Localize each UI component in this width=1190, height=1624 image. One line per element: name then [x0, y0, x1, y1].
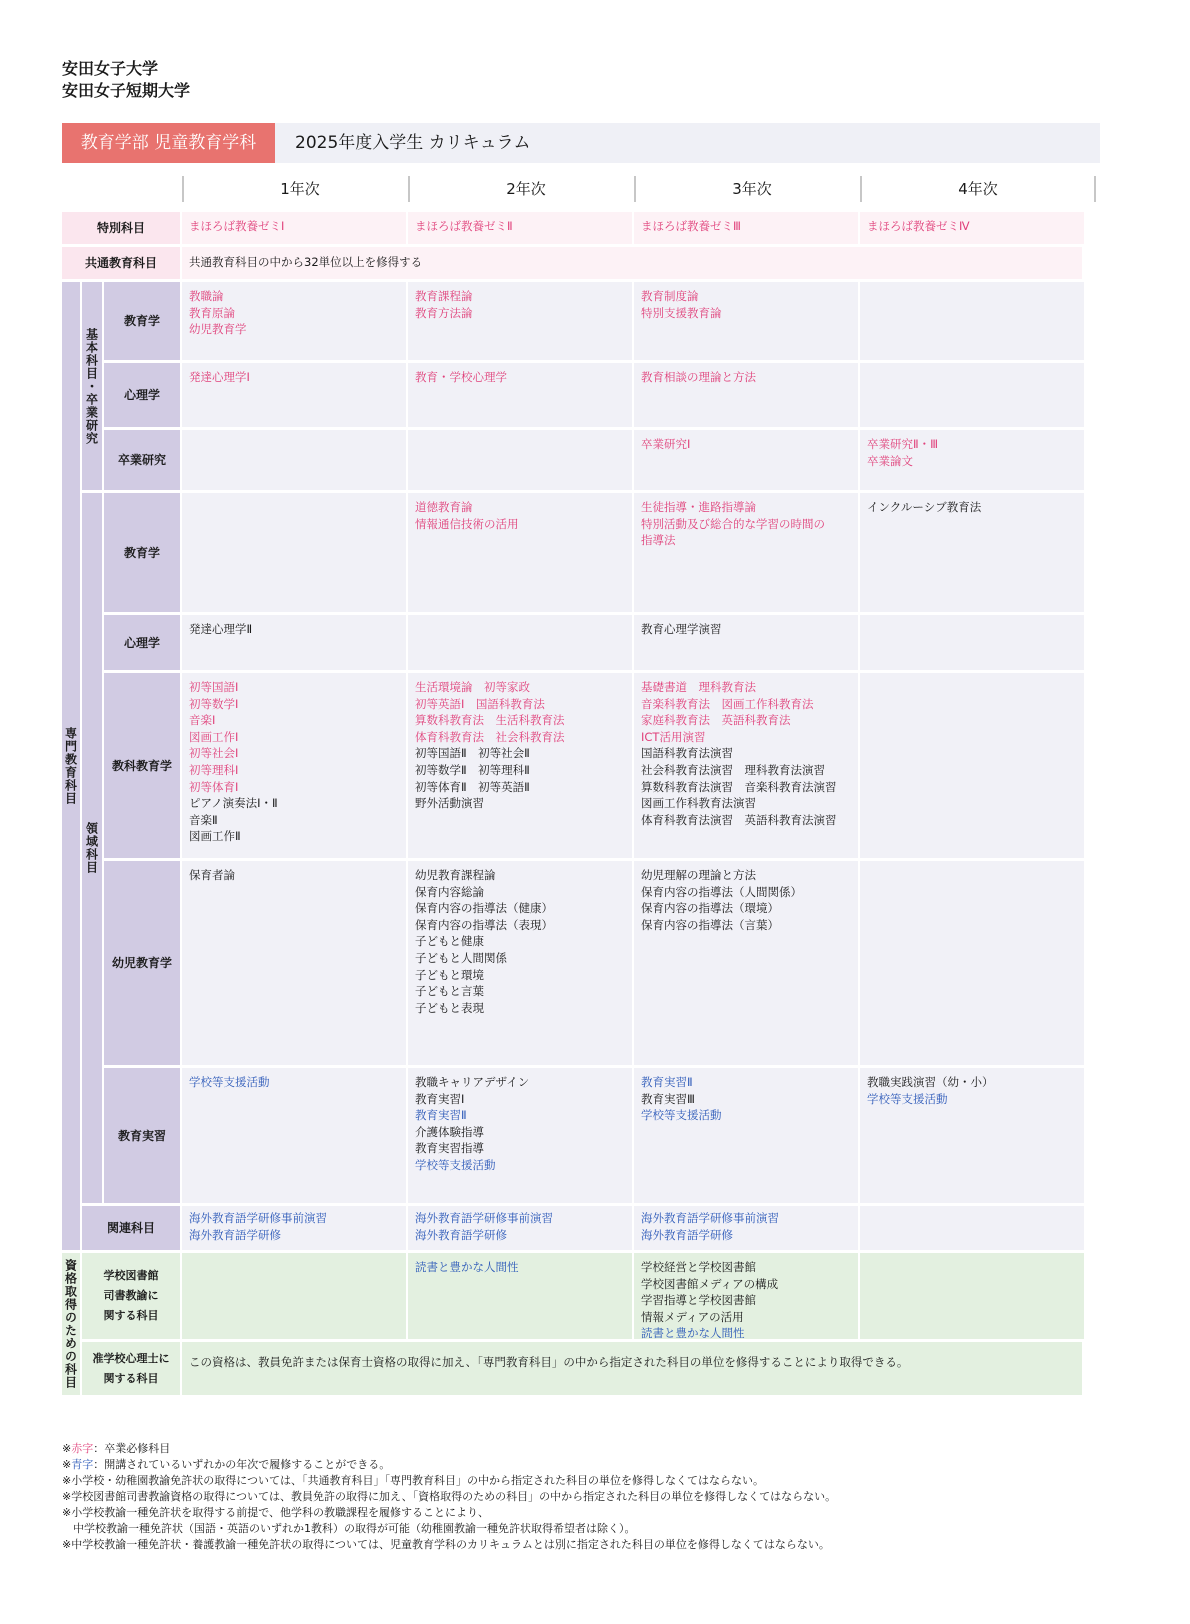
course-cell — [182, 673, 406, 858]
course-name: ICT活用演習 — [641, 729, 706, 744]
footnote-3: ※小学校・幼稚園教諭免許状の取得については、「共通教育科目」「専門教育科目」の中から指定された科目の単位を修得しなくてはならない。 — [62, 1474, 764, 1487]
course-cell — [182, 861, 406, 1065]
course-name: 道徳教育論 — [415, 500, 473, 514]
course-cell — [634, 673, 858, 858]
course-cell — [634, 1253, 858, 1339]
course-name: 子どもと人間関係 — [415, 950, 507, 965]
course-name: 海外教育語学研修事前演習 — [189, 1211, 327, 1225]
course-cell — [860, 493, 1084, 612]
footnote-4: ※学校図書館司書教諭資格の取得については、教員免許の取得に加え、「資格取得のための科目」の中から指定された科目の単位を修得しなくてはならない。 — [62, 1490, 837, 1503]
course-cell — [408, 430, 632, 490]
course-cell — [182, 430, 406, 490]
subject-area-shinrigaku2: 心理学 — [104, 615, 180, 670]
course-cell — [860, 1206, 1084, 1250]
course-cell — [634, 282, 858, 360]
course-name: 初等数学Ⅰ — [189, 696, 239, 711]
course-name: 初等数学Ⅱ 初等理科Ⅱ — [415, 762, 530, 777]
course-cell — [182, 493, 406, 612]
footnote-mark: ※ — [62, 1458, 72, 1471]
course-name: まほろば教養ゼミⅢ — [641, 219, 741, 233]
course-name: 卒業研究Ⅰ — [641, 437, 691, 451]
footnote-blue-word: 青字 — [71, 1458, 94, 1471]
course-name: 教育心理学演習 — [641, 622, 722, 636]
course-name: 海外教育語学研修 — [415, 1227, 507, 1242]
course-name: 学校等支援活動 — [641, 1108, 722, 1123]
course-name: 保育内容の指導法（表現） — [415, 917, 553, 932]
course-cell — [634, 493, 858, 612]
course-name: 音楽Ⅰ — [189, 713, 216, 728]
course-cell — [860, 1253, 1084, 1339]
course-name: 海外教育語学研修 — [189, 1227, 281, 1242]
course-name: 図画工作Ⅱ — [189, 829, 241, 844]
course-name: 生徒指導・進路指導論 — [641, 500, 756, 514]
general-note: 共通教育科目の中から32単位以上を修得する — [182, 247, 1082, 279]
course-cell — [408, 282, 632, 360]
course-cell — [860, 861, 1084, 1065]
course-cell — [860, 673, 1084, 858]
year-header-1: 1年次 — [182, 176, 416, 202]
course-name: 教育課程論 — [415, 289, 473, 303]
course-name: 図画工作科教育法演習 — [641, 796, 756, 811]
course-name: 情報メディアの活用 — [641, 1309, 744, 1324]
university-names — [62, 58, 190, 102]
course-name: 家庭科教育法 英語科教育法 — [641, 713, 791, 728]
course-name: 卒業論文 — [867, 453, 913, 468]
course-name: 介護体験指導 — [415, 1124, 484, 1139]
course-name: 社会科教育法演習 理科教育法演習 — [641, 762, 825, 777]
course-name: 学校等支援活動 — [415, 1157, 496, 1172]
footnote-7: ※中学校教諭一種免許状・養護教諭一種免許状の取得については、児童教育学科のカリキュラムとは別に指定された科目の単位を修得しなくてはならない。 — [62, 1538, 830, 1551]
course-name: 幼児理解の理論と方法 — [641, 868, 756, 882]
university-name-2: 安田女子短期大学 — [62, 81, 191, 100]
course-name: 保育内容の指導法（環境） — [641, 901, 779, 916]
course-name: 子どもと言葉 — [415, 984, 484, 999]
course-cell — [634, 861, 858, 1065]
category-qualification: 資格取得のための科目 — [62, 1253, 80, 1395]
course-name: 初等体育Ⅱ 初等英語Ⅱ — [415, 779, 530, 794]
course-name: 教育実習Ⅱ — [641, 1075, 693, 1089]
course-name: 教育原論 — [189, 305, 235, 320]
course-cell — [408, 615, 632, 670]
course-name: 教育方法論 — [415, 305, 473, 320]
year-header-4: 4年次 — [860, 176, 1096, 202]
footnote-red-text: ：卒業必修科目 — [93, 1442, 171, 1455]
course-cell — [408, 363, 632, 427]
course-cell — [182, 1206, 406, 1250]
course-name: 音楽科教育法 図画工作科教育法 — [641, 696, 814, 711]
course-cell — [634, 1068, 858, 1203]
course-cell — [860, 430, 1084, 490]
course-name: 海外教育語学研修 — [641, 1227, 733, 1242]
course-name: 卒業研究Ⅱ・Ⅲ — [867, 437, 939, 451]
course-cell — [182, 212, 406, 244]
course-name: 子どもと環境 — [415, 967, 484, 982]
course-name: 学校経営と学校図書館 — [641, 1260, 756, 1274]
course-name: 基礎書道 理科教育法 — [641, 680, 756, 694]
course-cell — [182, 615, 406, 670]
subject-area-kyoka: 教科教育学 — [104, 673, 180, 858]
course-name: 保育内容総論 — [415, 884, 484, 899]
course-name: 教職キャリアデザイン — [415, 1075, 530, 1089]
course-cell — [634, 212, 858, 244]
course-cell — [182, 1068, 406, 1203]
course-cell — [408, 1253, 632, 1339]
course-name: 子どもと健康 — [415, 934, 484, 949]
course-cell — [634, 430, 858, 490]
course-name: まほろば教養ゼミⅣ — [867, 219, 970, 233]
course-cell — [860, 1068, 1084, 1203]
footnote-red-word: 赤字 — [71, 1442, 94, 1455]
course-name: 特別支援教育論 — [641, 305, 722, 320]
course-cell — [182, 1253, 406, 1339]
course-name: 幼児教育学 — [189, 322, 247, 337]
subject-area-related: 関連科目 — [82, 1206, 180, 1250]
course-cell — [634, 615, 858, 670]
course-name: 教育実習Ⅰ — [415, 1091, 465, 1106]
course-cell — [860, 615, 1084, 670]
course-cell — [408, 1206, 632, 1250]
course-name: 教育実習Ⅱ — [415, 1108, 467, 1123]
subject-area-yoji: 幼児教育学 — [104, 861, 180, 1065]
course-name: まほろば教養ゼミⅡ — [415, 219, 513, 233]
course-name: 保育内容の指導法（言葉） — [641, 917, 779, 932]
course-name: 教職実践演習（幼・小） — [867, 1075, 994, 1089]
course-cell — [634, 363, 858, 427]
footnote-red — [62, 1441, 836, 1457]
course-cell — [860, 282, 1084, 360]
subject-area-library: 学校図書館 司書教諭に 関する科目 — [82, 1253, 180, 1339]
psychologist-note: この資格は、教員免許または保育士資格の取得に加え、「専門教育科目」の中から指定された科目の単位を修得することにより取得できる。 — [182, 1342, 1082, 1395]
course-name: 初等国語Ⅱ 初等社会Ⅱ — [415, 746, 530, 761]
category-general: 共通教育科目 — [62, 247, 180, 279]
course-name: 学校図書館メディアの構成 — [641, 1276, 779, 1291]
course-cell — [408, 493, 632, 612]
course-name: 教育・学校心理学 — [415, 370, 507, 384]
course-name: 読書と豊かな人間性 — [641, 1326, 745, 1341]
course-name: 学校等支援活動 — [189, 1075, 270, 1089]
course-name: 野外活動演習 — [415, 796, 484, 811]
course-name: 教育実習Ⅲ — [641, 1091, 695, 1106]
group-domain: 領域科目 — [82, 493, 102, 1203]
footnote-mark: ※ — [62, 1442, 72, 1455]
footnote-5: ※小学校教諭一種免許状を取得する前提で、他学科の教職課程を履修することにより、 — [62, 1506, 489, 1519]
subject-area-kyoikugaku2: 教育学 — [104, 493, 180, 612]
course-name: 体育科教育法 社会科教育法 — [415, 729, 565, 744]
course-name: 初等社会Ⅰ — [189, 746, 239, 761]
course-name: 図画工作Ⅰ — [189, 729, 239, 744]
year-header-2: 2年次 — [408, 176, 642, 202]
course-name: 算数科教育法 生活科教育法 — [415, 713, 565, 728]
course-cell — [408, 861, 632, 1065]
course-cell — [408, 673, 632, 858]
course-name: 情報通信技術の活用 — [415, 516, 519, 531]
course-name: 読書と豊かな人間性 — [415, 1260, 519, 1274]
subject-area-kyoikugaku: 教育学 — [104, 282, 180, 360]
course-name: 初等理科Ⅰ — [189, 762, 239, 777]
course-name: 発達心理学Ⅰ — [189, 370, 250, 384]
course-name: 算数科教育法演習 音楽科教育法演習 — [641, 779, 837, 794]
course-cell — [634, 1206, 858, 1250]
course-name: 教職論 — [189, 289, 224, 303]
course-cell — [182, 363, 406, 427]
university-name-1: 安田女子大学 — [62, 59, 159, 78]
course-name: 保育内容の指導法（健康） — [415, 901, 553, 916]
subject-area-shinrigaku: 心理学 — [104, 363, 180, 427]
course-name: 学習指導と学校図書館 — [641, 1293, 756, 1308]
footnotes — [62, 1441, 836, 1553]
course-cell — [860, 212, 1084, 244]
subject-area-sotsugyo: 卒業研究 — [104, 430, 180, 490]
course-name: ピアノ演奏法Ⅰ・Ⅱ — [189, 796, 278, 811]
category-specialized: 専門教育科目 — [62, 282, 80, 1250]
category-special: 特別科目 — [62, 212, 180, 244]
footnote-blue — [62, 1457, 836, 1473]
course-cell — [182, 282, 406, 360]
course-name: 教育実習指導 — [415, 1141, 484, 1156]
year-header-3: 3年次 — [634, 176, 868, 202]
course-name: 音楽Ⅱ — [189, 812, 218, 827]
course-name: 教育制度論 — [641, 289, 699, 303]
course-cell — [860, 363, 1084, 427]
course-name: 学校等支援活動 — [867, 1091, 948, 1106]
course-name: 海外教育語学研修事前演習 — [415, 1211, 553, 1225]
course-cell — [408, 1068, 632, 1203]
course-name: 保育内容の指導法（人間関係） — [641, 884, 802, 899]
page-title: 2025年度入学生 カリキュラム — [295, 133, 531, 153]
course-name: 幼児教育課程論 — [415, 868, 496, 882]
subject-area-jisshu: 教育実習 — [104, 1068, 180, 1203]
title-bar — [62, 123, 1100, 163]
course-name: 発達心理学Ⅱ — [189, 622, 253, 636]
course-cell — [408, 212, 632, 244]
course-name: まほろば教養ゼミⅠ — [189, 219, 285, 233]
course-name: インクルーシブ教育法 — [867, 500, 982, 514]
course-name: 保育者論 — [189, 868, 235, 882]
course-name: 特別活動及び総合的な学習の時間の — [641, 516, 825, 531]
course-name: 初等英語Ⅰ 国語科教育法 — [415, 696, 545, 711]
course-name: 教育相談の理論と方法 — [641, 370, 756, 384]
footnote-blue-text: ：開講されているいずれかの年次で履修することができる。 — [93, 1458, 391, 1471]
course-name: 海外教育語学研修事前演習 — [641, 1211, 779, 1225]
subject-area-psychologist: 准学校心理士に 関する科目 — [82, 1342, 180, 1395]
course-name: 指導法 — [641, 533, 676, 548]
group-basic: 基本科目・卒業研究 — [82, 282, 102, 490]
course-name: 子どもと表現 — [415, 1000, 484, 1015]
course-name: 初等体育Ⅰ — [189, 779, 239, 794]
course-name: 国語科教育法演習 — [641, 746, 733, 761]
course-name: 初等国語Ⅰ — [189, 680, 239, 694]
course-name: 生活環境論 初等家政 — [415, 680, 530, 694]
course-name: 体育科教育法演習 英語科教育法演習 — [641, 812, 837, 827]
department-badge: 教育学部 児童教育学科 — [62, 123, 275, 163]
footnote-6: 中学校教諭一種免許状（国語・英語のいずれか1教科）の取得が可能（幼稚園教諭一種免許状取得希望者は除く）。 — [62, 1522, 636, 1535]
